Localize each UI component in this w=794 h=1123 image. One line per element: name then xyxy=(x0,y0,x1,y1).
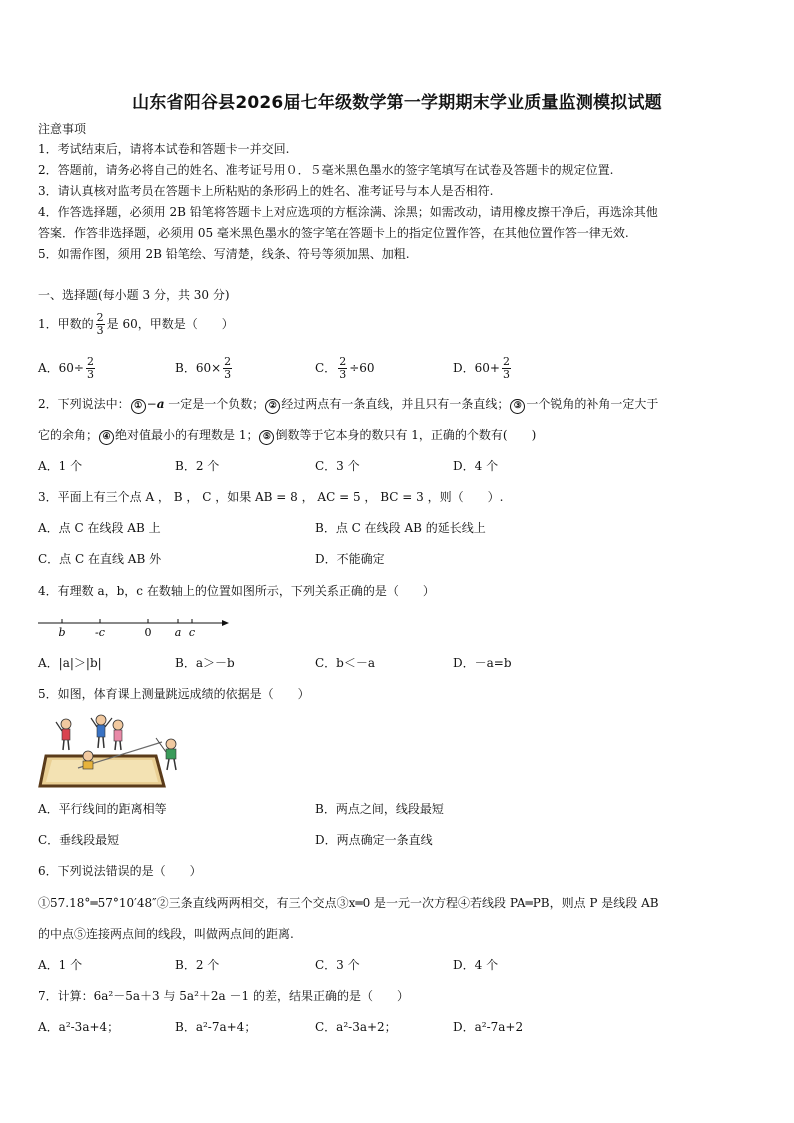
q2-option-a[interactable]: A．1 个 xyxy=(38,459,83,473)
question-3-stem: 3．平面上有三个点 A ， B ， C ，如果 AB = 8 ， AC = 5 ， BC = 3 ，则（ ）. xyxy=(38,490,504,504)
notice-item: 2．答题前，请务必将自己的姓名、准考证号用０．５毫米黑色墨水的签字笔填写在试卷及答题卡的规定位置. xyxy=(38,163,614,177)
q6-option-a[interactable]: A．1 个 xyxy=(38,958,83,972)
q1-option-d[interactable]: D．60+ $\frac{2}{3}$ xyxy=(453,355,510,381)
q4-option-b[interactable]: B．a＞－b xyxy=(175,656,235,670)
question-6-statements: ①57.18°═57°10′48″②三条直线两两相交，有三个交点③x═0 是一元一次方程④若线段 PA═PB，则点 P 是线段 AB xyxy=(38,896,659,910)
q5-option-d[interactable]: D．两点确定一条直线 xyxy=(315,833,433,847)
q6-option-c[interactable]: C．3 个 xyxy=(315,958,360,972)
section-heading: 一、选择题(每小题 3 分，共 30 分) xyxy=(38,288,230,302)
q3-option-b[interactable]: B．点 C 在线段 AB 的延长线上 xyxy=(315,521,486,535)
q7-option-c[interactable]: C．a²-3a+2； xyxy=(315,1020,397,1034)
axis-label-neg-c: -c xyxy=(95,626,105,639)
q5-option-c[interactable]: C．垂线段最短 xyxy=(38,833,120,847)
number-line-figure xyxy=(36,612,232,642)
long-jump-illustration xyxy=(38,710,186,790)
axis-label-a: a xyxy=(174,626,182,639)
arrow-right-icon xyxy=(222,620,229,626)
page-title: 山东省阳谷县2026届七年级数学第一学期期末学业质量监测模拟试题 xyxy=(132,93,662,113)
q7-option-b[interactable]: B．a²-7a+4； xyxy=(175,1020,257,1034)
notice-item: 1．考试结束后，请将本试卷和答题卡一并交回. xyxy=(38,142,290,156)
question-1-stem: 1．甲数的 $\frac{2}{3}$ 是 60，甲数是（ ） xyxy=(38,311,234,337)
q6-option-b[interactable]: B．2 个 xyxy=(175,958,220,972)
question-2-stem: 2．下列说法中： ① −a 一定是一个负数； ② 经过两点有一条直线，并且只有一条直线； ③ 一个锐角的补角一定大于 xyxy=(38,396,658,414)
notice-item: 3．请认真核对监考员在答题卡上所粘贴的条形码上的姓名、准考证号与本人是否相符. xyxy=(38,184,494,198)
question-4-stem: 4．有理数 a，b，c 在数轴上的位置如图所示，下列关系正确的是（ ） xyxy=(38,584,435,598)
q7-option-a[interactable]: A．a²-3a+4； xyxy=(38,1020,120,1034)
q5-option-a[interactable]: A．平行线间的距离相等 xyxy=(38,802,167,816)
question-2-stem-cont: 它的余角； ④ 绝对值最小的有理数是 1； ⑤ 倒数等于它本身的数只有 1，正确的个数有( ) xyxy=(38,427,536,445)
q7-option-d[interactable]: D．a²-7a+2 xyxy=(453,1020,524,1034)
notice-item: 答案．作答非选择题，必须用 05 毫米黑色墨水的签字笔在答题卡上的指定位置作答，在其他位置作答一律无效. xyxy=(38,226,629,240)
axis-label-zero: 0 xyxy=(144,626,152,639)
q3-option-d[interactable]: D．不能确定 xyxy=(315,552,385,566)
q1-option-b[interactable]: B．60× $\frac{2}{3}$ xyxy=(175,355,232,381)
question-7-stem: 7．计算：6a²－5a＋3 与 5a²＋2a －1 的差，结果正确的是（ ） xyxy=(38,989,409,1003)
q5-option-b[interactable]: B．两点之间，线段最短 xyxy=(315,802,444,816)
q3-option-a[interactable]: A．点 C 在线段 AB 上 xyxy=(38,521,161,535)
question-6-statements-cont: 的中点⑤连接两点间的线段，叫做两点间的距离. xyxy=(38,927,294,941)
q6-option-d[interactable]: D．4 个 xyxy=(453,958,499,972)
axis-label-b: b xyxy=(58,626,66,639)
q3-option-c[interactable]: C．点 C 在直线 AB 外 xyxy=(38,552,162,566)
question-6-stem: 6．下列说法错误的是（ ） xyxy=(38,864,202,878)
q4-option-d[interactable]: D．－a=b xyxy=(453,656,512,670)
q4-option-a[interactable]: A．|a|＞|b| xyxy=(38,656,102,670)
notice-item: 4．作答选择题，必须用 2B 铅笔将答题卡上对应选项的方框涂满、涂黑；如需改动，请用橡皮擦干净后，再选涂其他 xyxy=(38,205,658,219)
question-5-stem: 5．如图，体育课上测量跳远成绩的依据是（ ） xyxy=(38,687,310,701)
q2-option-d[interactable]: D．4 个 xyxy=(453,459,499,473)
q2-option-b[interactable]: B．2 个 xyxy=(175,459,220,473)
notice-heading: 注意事项 xyxy=(38,122,87,136)
fraction: $\frac{2}{3}$ xyxy=(96,311,104,337)
q2-option-c[interactable]: C．3 个 xyxy=(315,459,360,473)
q1-option-a[interactable]: A．60÷ $\frac{2}{3}$ xyxy=(38,355,94,381)
marker-stick xyxy=(156,738,166,752)
axis-label-c: c xyxy=(188,626,196,639)
q1-option-c[interactable]: C． $\frac{2}{3}$ ÷60 xyxy=(315,355,375,381)
q4-option-c[interactable]: C．b＜－a xyxy=(315,656,376,670)
notice-item: 5．如需作图，须用 2B 铅笔绘、写清楚，线条、符号等须加黑、加粗. xyxy=(38,247,410,261)
